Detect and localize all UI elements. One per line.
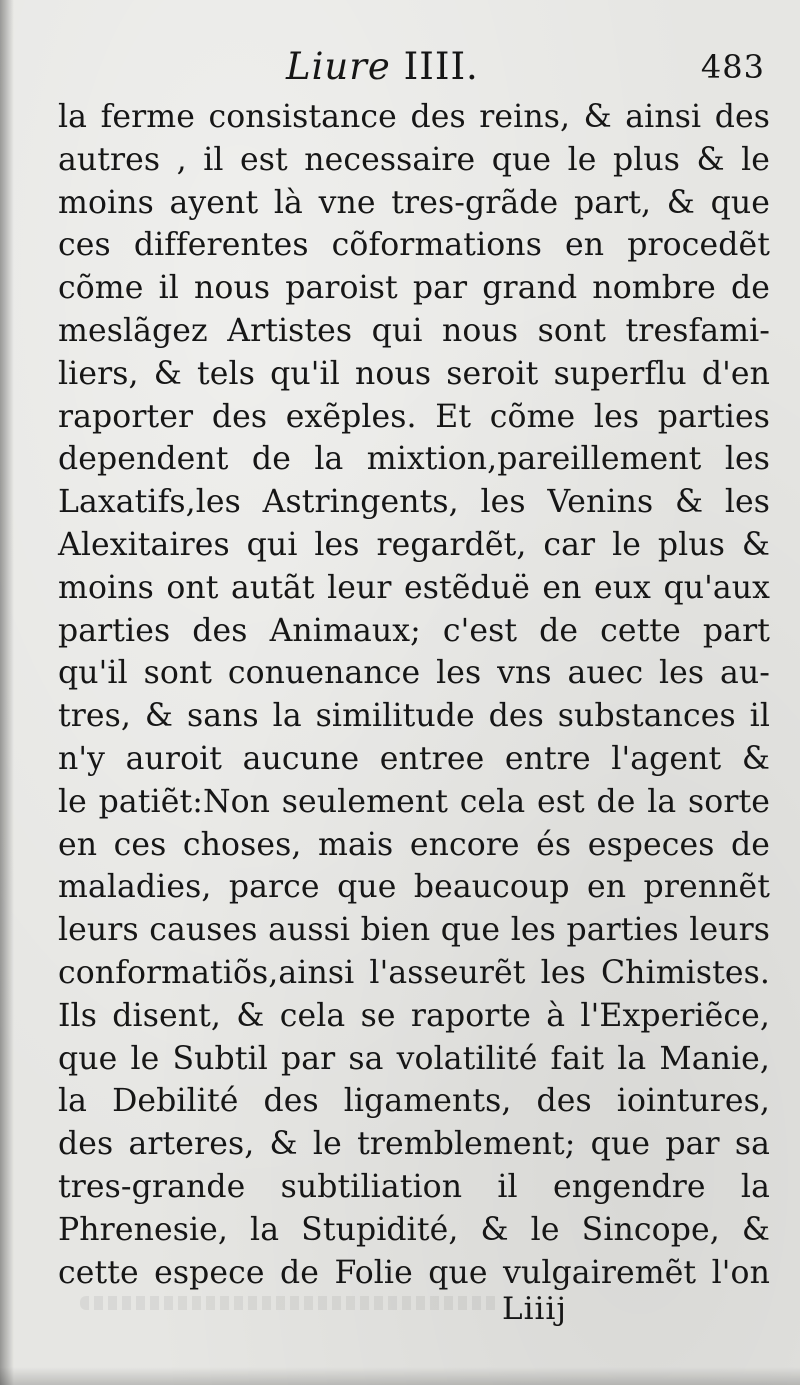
page-number: 483 xyxy=(700,48,765,86)
bottom-edge-shadow xyxy=(0,1367,800,1385)
text-line: autres , il est necessaire que le plus & le xyxy=(58,141,770,178)
text-line: Alexitaires qui les regardẽt, car le plus & xyxy=(58,526,770,563)
text-line: raporter des exẽples. Et cõme les parties xyxy=(58,398,770,435)
text-line: conformatiõs,ainsi l'asseurẽt les Chimistes. xyxy=(58,954,770,991)
page-header xyxy=(60,42,765,92)
text-line: que le Subtil par sa volatilité fait la Manie, xyxy=(58,1040,770,1077)
text-line: moins ayent là vne tres-grãde part, & que xyxy=(58,184,770,221)
text-line: moins ont autãt leur estẽduë en eux qu'aux xyxy=(58,569,770,606)
text-line: ces differentes cõformations en procedẽt xyxy=(58,227,770,264)
text-line: dependent de la mixtion,pareillement les xyxy=(58,441,770,478)
text-line: la ferme consistance des reins, & ainsi des xyxy=(58,99,770,135)
text-line: Laxatifs,les Astringents, les Venins & les xyxy=(58,484,770,521)
running-title-italic: Liure xyxy=(286,45,391,88)
text-line: n'y auroit aucune entree entre l'agent & xyxy=(58,740,770,777)
running-title-numeral: IIII. xyxy=(403,45,479,88)
text-line: cette espece de Folie que vulgairemẽt l'on xyxy=(58,1254,770,1291)
binding-shadow xyxy=(0,0,14,1385)
text-line: maladies, parce que beaucoup en prennẽt xyxy=(58,869,770,906)
text-line: tres-grande subtiliation il engendre la xyxy=(58,1168,770,1205)
body-text xyxy=(58,96,770,1294)
text-line: meslãgez Artistes qui nous sont tresfami- xyxy=(58,312,770,349)
text-line: Phrenesie, la Stupidité, & le Sincope, & xyxy=(58,1211,770,1248)
text-line: la Debilité des ligaments, des iointures, xyxy=(58,1083,770,1120)
text-line: liers, & tels qu'il nous seroit superflu d'en xyxy=(58,355,770,392)
text-line: des arteres, & le tremblement; que par sa xyxy=(58,1126,770,1163)
signature-mark: Liiij xyxy=(502,1291,567,1327)
text-line: en ces choses, mais encore és especes de xyxy=(58,826,770,863)
text-line: parties des Animaux; c'est de cette part xyxy=(58,612,770,649)
running-title xyxy=(286,42,479,92)
text-line: Ils disent, & cela se raporte à l'Experiẽce, xyxy=(58,997,770,1034)
text-line: cõme il nous paroist par grand nombre de xyxy=(58,270,770,307)
text-line: tres, & sans la similitude des substances il xyxy=(58,698,770,735)
bleed-through-artifact xyxy=(80,1296,500,1310)
text-line: qu'il sont conuenance les vns auec les au- xyxy=(58,655,770,692)
text-line: le patiẽt:Non seulement cela est de la sorte xyxy=(58,783,770,820)
text-line: leurs causes aussi bien que les parties leurs xyxy=(58,912,770,949)
